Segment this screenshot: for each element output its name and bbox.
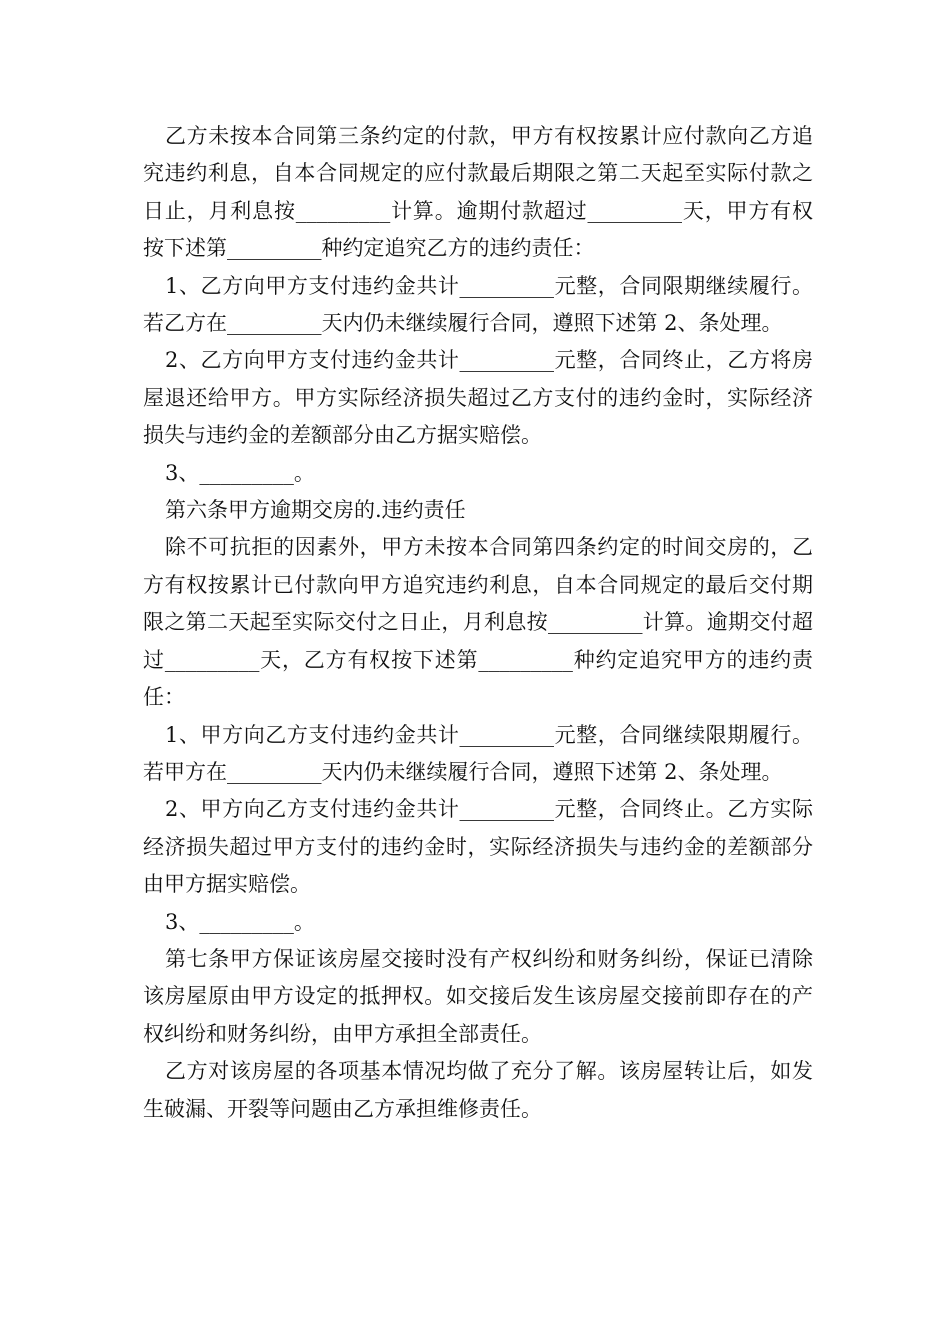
paragraph-buyer-option-2: 2、乙方向甲方支付违约金共计_________元整，合同终止，乙方将房屋退还给甲方。甲方实际经济损失超过乙方支付的违约金时，实际经济损失与违约金的差额部分由乙方据实赔偿。 (143, 348, 813, 448)
paragraph-delivery-liability: 除不可抗拒的因素外，甲方未按本合同第四条约定的时间交房的，乙方有权按累计已付款向甲方追究违约利息，自本合同规定的最后交付期限之第二天起至实际交付之日止，月利息按_________计算。逾期交付超过_________天，乙方有权按下述第_________种约定追究甲方的违约责任： (143, 535, 813, 710)
paragraph-payment-liability: 乙方未按本合同第三条约定的付款，甲方有权按累计应付款向乙方追究违约利息，自本合同规定的应付款最后期限之第二天起至实际付款之日止，月利息按_________计算。逾期付款超过_________天，甲方有权按下述第_________种约定追究乙方的违约责任： (143, 124, 813, 261)
article-7-paragraph: 第七条甲方保证该房屋交接时没有产权纠纷和财务纠纷，保证已清除该房屋原由甲方设定的抵押权。如交接后发生该房屋交接前即存在的产权纠纷和财务纠纷，由甲方承担全部责任。 (143, 946, 813, 1046)
paragraph-seller-option-1: 1、甲方向乙方支付违约金共计_________元整，合同继续限期履行。若甲方在_________天内仍未继续履行合同，遵照下述第 2、条处理。 (143, 722, 813, 784)
paragraph-seller-option-2: 2、甲方向乙方支付违约金共计_________元整，合同终止。乙方实际经济损失超过甲方支付的违约金时，实际经济损失与违约金的差额部分由甲方据实赔偿。 (143, 797, 813, 897)
paragraph-seller-option-3: 3、_________。 (165, 909, 315, 934)
paragraph-buyer-option-1: 1、乙方向甲方支付违约金共计_________元整，合同限期继续履行。若乙方在_________天内仍未继续履行合同，遵照下述第 2、条处理。 (143, 273, 813, 336)
article-6-heading: 第六条甲方逾期交房的.违约责任 (165, 498, 466, 523)
document-body (143, 118, 813, 1128)
paragraph-maintenance: 乙方对该房屋的各项基本情况均做了充分了解。该房屋转让后，如发生破漏、开裂等问题由乙方承担维修责任。 (143, 1059, 813, 1121)
paragraph-buyer-option-3: 3、_________。 (165, 460, 315, 485)
